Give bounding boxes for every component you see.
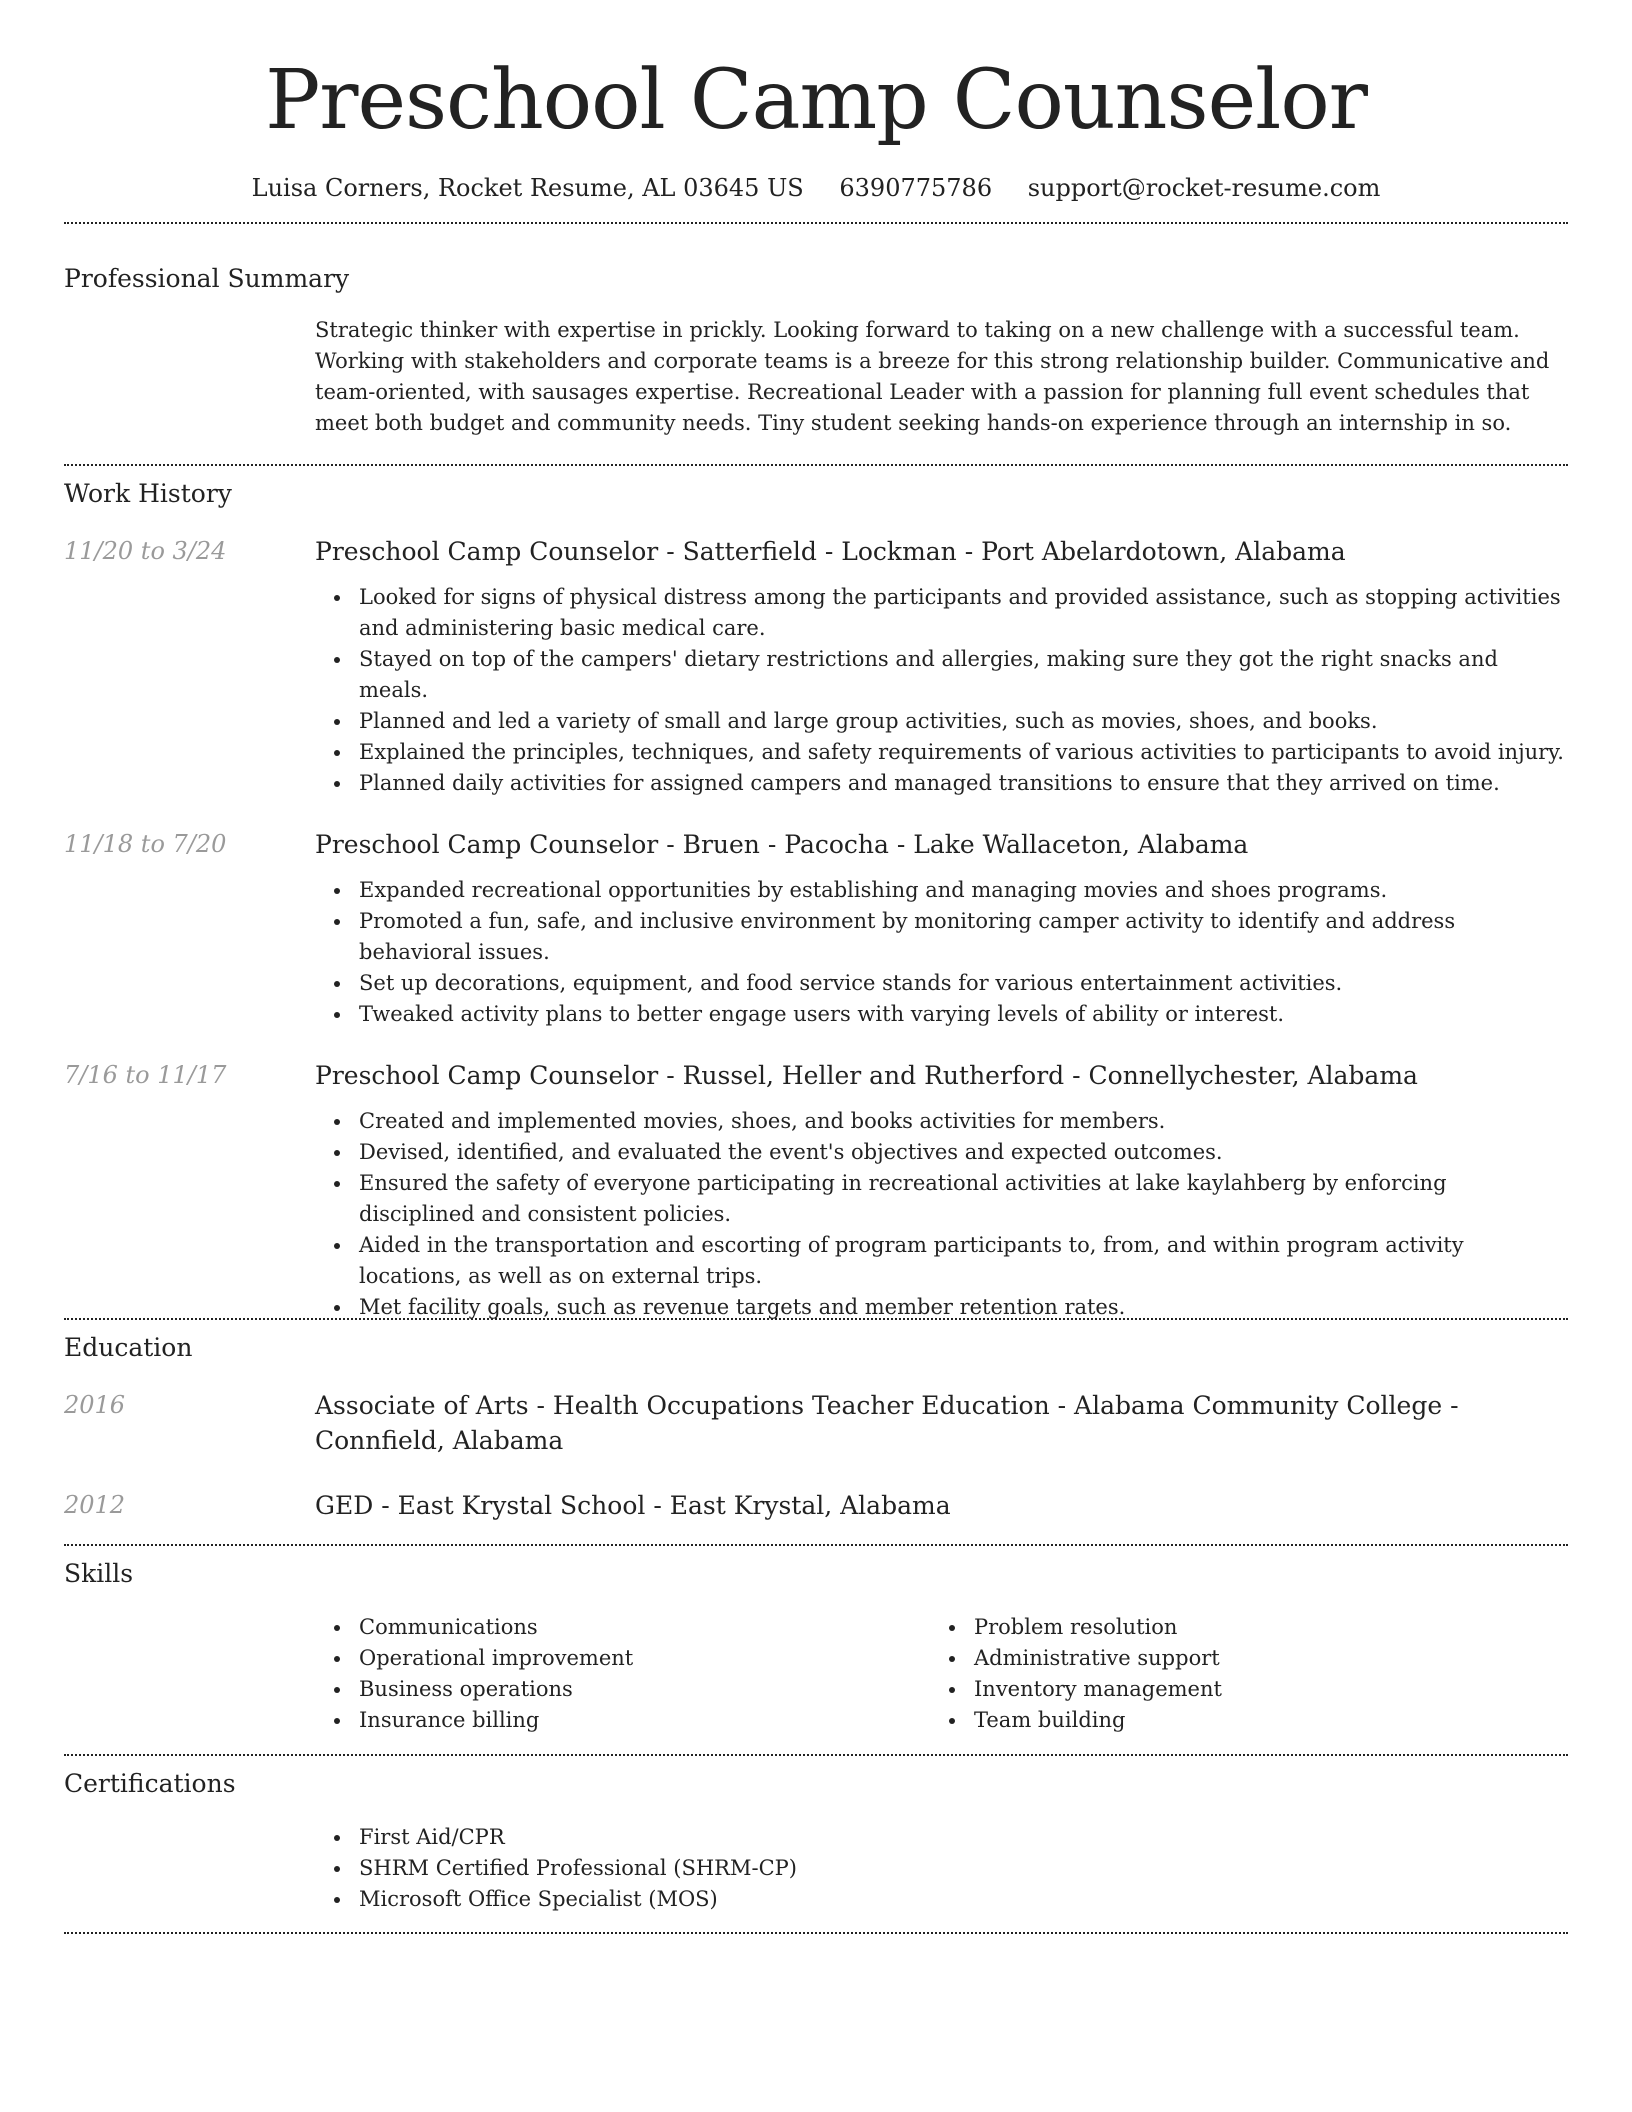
education-degree: GED — [315, 1491, 374, 1520]
section-title-work: Work History — [64, 479, 232, 508]
job-employer: - Russel, Heller and Rutherford - Connellychester, Alabama — [658, 1061, 1418, 1090]
job-position: Preschool Camp Counselor — [315, 1061, 659, 1090]
list-item: Created and implemented movies, shoes, and books activities for members. — [315, 1106, 1568, 1137]
job-dates: 7/16 to 11/17 — [64, 1061, 227, 1089]
divider — [64, 1932, 1568, 1934]
certifications-list — [315, 1822, 1568, 1915]
list-item: Operational improvement — [315, 1643, 930, 1674]
list-item: Stayed on top of the campers' dietary restrictions and allergies, making sure they got the right snacks and meals. — [315, 644, 1568, 706]
education-entry — [64, 1488, 1568, 1523]
resume-page — [64, 0, 1568, 1934]
list-item: Problem resolution — [930, 1612, 1545, 1643]
contact-phone: 6390775786 — [839, 174, 993, 202]
list-item: Business operations — [315, 1674, 930, 1705]
job-dates: 11/18 to 7/20 — [64, 830, 227, 858]
list-item: Administrative support — [930, 1643, 1545, 1674]
list-item: Expanded recreational opportunities by establishing and managing movies and shoes programs. — [315, 875, 1568, 906]
contact-email: support@rocket-resume.com — [1027, 174, 1381, 202]
job-entry — [64, 827, 1568, 1030]
contact-line — [64, 150, 1568, 222]
list-item: Looked for signs of physical distress among the participants and provided assistance, such as stopping activities and administering basic medical care. — [315, 582, 1568, 644]
job-position: Preschool Camp Counselor — [315, 830, 659, 859]
list-item: Aided in the transportation and escorting of program participants to, from, and within program activity locations, as well as on external trips. — [315, 1230, 1568, 1292]
list-item: Tweaked activity plans to better engage users with varying levels of ability or interest. — [315, 999, 1568, 1030]
education-year: 2016 — [64, 1391, 126, 1419]
education-entry — [64, 1388, 1568, 1458]
work-section — [64, 466, 1568, 1318]
education-section — [64, 1320, 1568, 1544]
list-item: Planned and led a variety of small and large group activities, such as movies, shoes, and books. — [315, 706, 1568, 737]
list-item: Ensured the safety of everyone participating in recreational activities at lake kaylahberg by enforcing disciplined and consistent policies. — [315, 1168, 1568, 1230]
education-line — [315, 1488, 1568, 1523]
list-item: Microsoft Office Specialist (MOS) — [315, 1884, 1568, 1915]
list-item: Inventory management — [930, 1674, 1545, 1705]
list-item: Explained the principles, techniques, and safety requirements of various activities to participants to avoid injury. — [315, 737, 1568, 768]
education-line — [315, 1388, 1568, 1458]
section-title-skills: Skills — [64, 1559, 134, 1588]
job-bullets — [315, 582, 1568, 799]
skills-section — [64, 1546, 1568, 1754]
list-item: SHRM Certified Professional (SHRM-CP) — [315, 1853, 1568, 1884]
skills-list-right — [930, 1612, 1545, 1736]
section-title-certifications: Certifications — [64, 1769, 236, 1798]
job-entry — [64, 534, 1568, 799]
job-title-line — [315, 827, 1568, 862]
job-bullets — [315, 1106, 1568, 1323]
education-school: - Alabama Community College - Connfield, Alabama — [315, 1391, 1459, 1455]
job-bullets — [315, 875, 1568, 1030]
contact-address: Luisa Corners, Rocket Resume, AL 03645 US — [251, 174, 804, 202]
job-dates: 11/20 to 3/24 — [64, 537, 227, 565]
list-item: Team building — [930, 1705, 1545, 1736]
skills-list-left — [315, 1612, 930, 1736]
summary-text: Strategic thinker with expertise in prickly. Looking forward to taking on a new challenge with a successful team. Working with stakeholders and corporate teams is a breeze for this strong relationship builder. Communicative and team-oriented, with sausages expertise. Recreational Leader with a passion for planning full event schedules that meet both budget and community needs. Tiny student seeking hands-on experience through an internship in so. — [315, 318, 1550, 435]
education-school: - East Krystal School - East Krystal, Alabama — [373, 1491, 951, 1520]
job-position: Preschool Camp Counselor — [315, 537, 659, 566]
list-item: Met facility goals, such as revenue targets and member retention rates. — [315, 1292, 1568, 1323]
certifications-section — [64, 1756, 1568, 1932]
list-item: Promoted a fun, safe, and inclusive environment by monitoring camper activity to identify and address behavioral issues. — [315, 906, 1568, 968]
list-item: Devised, identified, and evaluated the event's objectives and expected outcomes. — [315, 1137, 1568, 1168]
list-item: First Aid/CPR — [315, 1822, 1568, 1853]
summary-section — [64, 224, 1568, 464]
job-employer: - Satterfield - Lockman - Port Abelardotown, Alabama — [658, 537, 1346, 566]
section-title-summary: Professional Summary — [64, 264, 350, 293]
job-employer: - Bruen - Pacocha - Lake Wallaceton, Alabama — [658, 830, 1249, 859]
job-entry — [64, 1058, 1568, 1323]
education-year: 2012 — [64, 1491, 126, 1519]
list-item: Planned daily activities for assigned campers and managed transitions to ensure that they arrived on time. — [315, 768, 1568, 799]
list-item: Communications — [315, 1612, 930, 1643]
resume-name: Preschool Camp Counselor — [265, 53, 1367, 148]
job-title-line — [315, 534, 1568, 569]
list-item: Insurance billing — [315, 1705, 930, 1736]
skills-columns — [315, 1612, 1568, 1736]
education-degree: Associate of Arts - Health Occupations Teacher Education — [315, 1391, 1050, 1420]
job-title-line — [315, 1058, 1568, 1093]
list-item: Set up decorations, equipment, and food service stands for various entertainment activities. — [315, 968, 1568, 999]
section-title-education: Education — [64, 1333, 193, 1362]
